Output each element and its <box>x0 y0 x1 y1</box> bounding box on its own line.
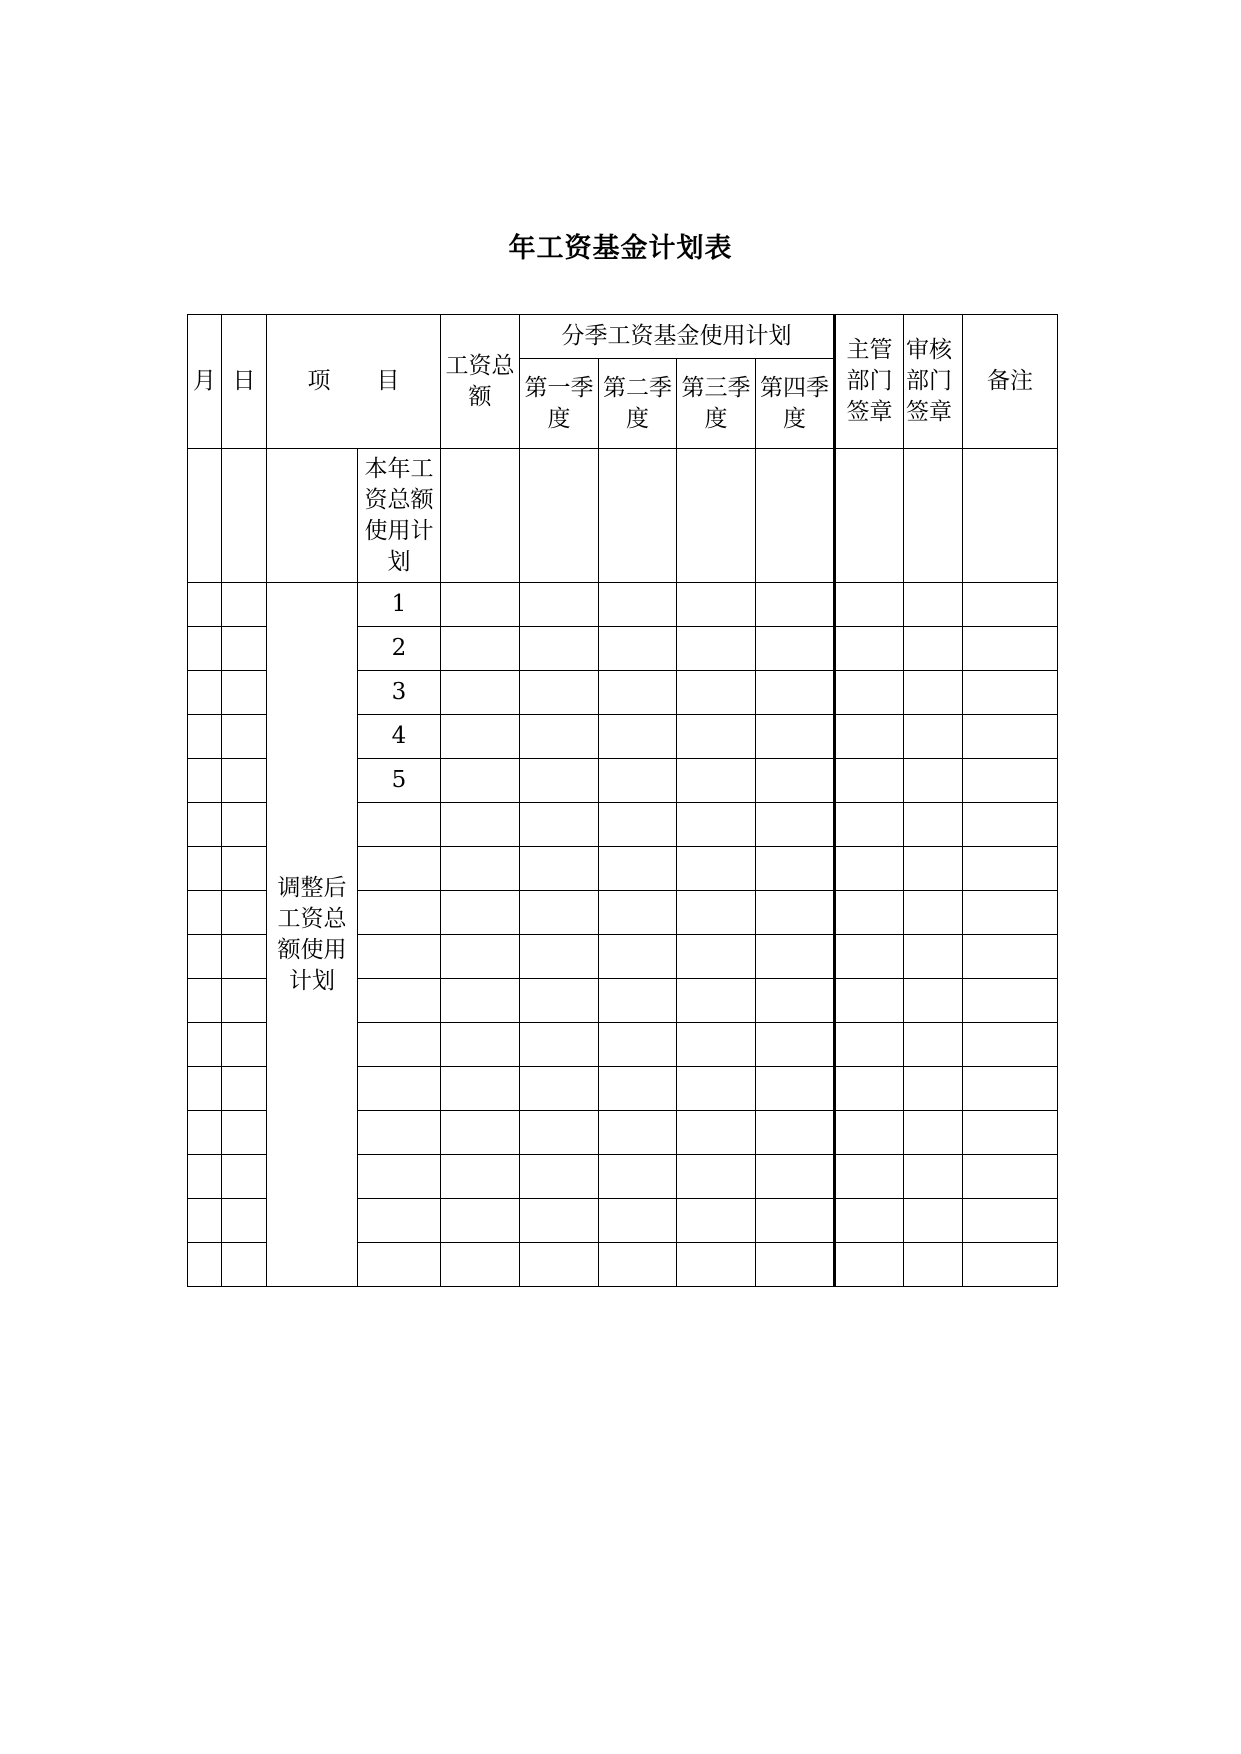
cell-day <box>222 803 267 847</box>
cell-month <box>188 1243 222 1287</box>
cell-q4 <box>756 1023 835 1067</box>
cell-q2 <box>599 583 677 627</box>
cell-remarks <box>963 847 1058 891</box>
cell-month <box>188 583 222 627</box>
annual-plan-label: 本年工资总额使用计划 <box>358 449 441 583</box>
cell-dept-seal <box>835 583 904 627</box>
cell-dept-seal <box>835 1067 904 1111</box>
cell-q2 <box>599 979 677 1023</box>
header-month: 月 <box>188 315 222 449</box>
cell-day <box>222 759 267 803</box>
cell-month <box>188 803 222 847</box>
cell-q4 <box>756 979 835 1023</box>
cell-month <box>188 1111 222 1155</box>
cell-q2 <box>599 1199 677 1243</box>
header-day: 日 <box>222 315 267 449</box>
row-number <box>358 1067 441 1111</box>
cell-remarks <box>963 803 1058 847</box>
header-total-wage: 工资总额 <box>441 315 520 449</box>
cell-remarks <box>963 1067 1058 1111</box>
header-dept-seal: 主管部门签章 <box>835 315 904 449</box>
cell-day <box>222 1023 267 1067</box>
cell-audit-seal <box>904 715 963 759</box>
cell-dept-seal <box>835 449 904 583</box>
cell-total-wage <box>441 1199 520 1243</box>
cell-dept-seal <box>835 935 904 979</box>
cell-q1 <box>520 671 599 715</box>
cell-dept-seal <box>835 1199 904 1243</box>
cell-remarks <box>963 1199 1058 1243</box>
cell-remarks <box>963 1243 1058 1287</box>
cell-q4 <box>756 1111 835 1155</box>
cell-q4 <box>756 1243 835 1287</box>
cell-q3 <box>677 671 756 715</box>
cell-q4 <box>756 1155 835 1199</box>
row-number <box>358 803 441 847</box>
cell-day <box>222 935 267 979</box>
cell-total-wage <box>441 671 520 715</box>
cell-q4 <box>756 847 835 891</box>
cell-audit-seal <box>904 1111 963 1155</box>
row-number <box>358 1111 441 1155</box>
cell-total-wage <box>441 1111 520 1155</box>
cell-month <box>188 891 222 935</box>
cell-audit-seal <box>904 1067 963 1111</box>
row-number <box>358 891 441 935</box>
cell-month <box>188 1199 222 1243</box>
cell-q1 <box>520 979 599 1023</box>
cell-dept-seal <box>835 803 904 847</box>
cell-audit-seal <box>904 583 963 627</box>
cell-day <box>222 1111 267 1155</box>
cell-total-wage <box>441 1067 520 1111</box>
cell-audit-seal <box>904 759 963 803</box>
cell-total-wage <box>441 979 520 1023</box>
page-title: 年工资基金计划表 <box>508 233 733 264</box>
cell-q1 <box>520 803 599 847</box>
cell-q3 <box>677 1023 756 1067</box>
cell-remarks <box>963 891 1058 935</box>
cell-month <box>188 449 222 583</box>
cell-q3 <box>677 1067 756 1111</box>
cell-day <box>222 671 267 715</box>
cell-q3 <box>677 759 756 803</box>
row-number <box>358 1243 441 1287</box>
cell-q1 <box>520 583 599 627</box>
cell-q1 <box>520 449 599 583</box>
cell-month <box>188 671 222 715</box>
cell-q1 <box>520 1067 599 1111</box>
cell-q3 <box>677 1111 756 1155</box>
cell-audit-seal <box>904 1199 963 1243</box>
row-number: 3 <box>358 671 441 715</box>
cell-q1 <box>520 847 599 891</box>
row-number: 4 <box>358 715 441 759</box>
cell-dept-seal <box>835 759 904 803</box>
cell-dept-seal <box>835 715 904 759</box>
cell-item-group <box>267 449 358 583</box>
row-number <box>358 1199 441 1243</box>
cell-q3 <box>677 935 756 979</box>
cell-audit-seal <box>904 847 963 891</box>
cell-q2 <box>599 1023 677 1067</box>
cell-dept-seal <box>835 627 904 671</box>
row-number <box>358 979 441 1023</box>
cell-q4 <box>756 583 835 627</box>
cell-month <box>188 935 222 979</box>
cell-q3 <box>677 449 756 583</box>
row-number <box>358 847 441 891</box>
header-q2: 第二季度 <box>599 359 677 449</box>
cell-audit-seal <box>904 803 963 847</box>
cell-q3 <box>677 715 756 759</box>
adjusted-plan-label: 调整后工资总额使用计划 <box>267 583 358 1287</box>
cell-day <box>222 1243 267 1287</box>
cell-audit-seal <box>904 671 963 715</box>
header-q4: 第四季度 <box>756 359 835 449</box>
cell-remarks <box>963 1155 1058 1199</box>
cell-day <box>222 715 267 759</box>
cell-month <box>188 627 222 671</box>
row-number: 5 <box>358 759 441 803</box>
row-number <box>358 1155 441 1199</box>
cell-q2 <box>599 759 677 803</box>
row-number <box>358 1023 441 1067</box>
row-number <box>358 935 441 979</box>
cell-q4 <box>756 803 835 847</box>
cell-dept-seal <box>835 847 904 891</box>
cell-day <box>222 449 267 583</box>
cell-q2 <box>599 1111 677 1155</box>
cell-q1 <box>520 1023 599 1067</box>
header-audit-seal: 审核部门签章 <box>904 315 963 449</box>
cell-dept-seal <box>835 1155 904 1199</box>
cell-remarks <box>963 979 1058 1023</box>
cell-q3 <box>677 891 756 935</box>
cell-q4 <box>756 1067 835 1111</box>
cell-day <box>222 1067 267 1111</box>
cell-q1 <box>520 715 599 759</box>
cell-total-wage <box>441 1023 520 1067</box>
cell-total-wage <box>441 449 520 583</box>
cell-dept-seal <box>835 1023 904 1067</box>
cell-q1 <box>520 759 599 803</box>
cell-month <box>188 715 222 759</box>
cell-total-wage <box>441 1155 520 1199</box>
cell-audit-seal <box>904 449 963 583</box>
cell-q3 <box>677 803 756 847</box>
cell-q2 <box>599 1155 677 1199</box>
cell-dept-seal <box>835 891 904 935</box>
cell-q4 <box>756 759 835 803</box>
cell-q4 <box>756 891 835 935</box>
cell-q3 <box>677 1199 756 1243</box>
cell-q4 <box>756 627 835 671</box>
cell-remarks <box>963 715 1058 759</box>
cell-audit-seal <box>904 1023 963 1067</box>
cell-q1 <box>520 1111 599 1155</box>
cell-q3 <box>677 1243 756 1287</box>
header-q3: 第三季度 <box>677 359 756 449</box>
cell-remarks <box>963 1111 1058 1155</box>
cell-q2 <box>599 1067 677 1111</box>
annual-plan-row <box>188 449 1058 583</box>
cell-month <box>188 847 222 891</box>
cell-q2 <box>599 935 677 979</box>
adjusted-plan-row <box>188 583 1058 627</box>
cell-total-wage <box>441 627 520 671</box>
cell-audit-seal <box>904 935 963 979</box>
cell-q4 <box>756 1199 835 1243</box>
header-quarterly-plan: 分季工资基金使用计划 <box>520 315 835 359</box>
cell-day <box>222 979 267 1023</box>
cell-q1 <box>520 1155 599 1199</box>
cell-total-wage <box>441 1243 520 1287</box>
cell-q1 <box>520 1199 599 1243</box>
cell-dept-seal <box>835 1111 904 1155</box>
cell-remarks <box>963 449 1058 583</box>
cell-audit-seal <box>904 627 963 671</box>
cell-remarks <box>963 1023 1058 1067</box>
cell-q2 <box>599 627 677 671</box>
cell-q1 <box>520 935 599 979</box>
cell-total-wage <box>441 759 520 803</box>
cell-q1 <box>520 627 599 671</box>
cell-audit-seal <box>904 1243 963 1287</box>
cell-month <box>188 979 222 1023</box>
cell-q2 <box>599 449 677 583</box>
row-number: 2 <box>358 627 441 671</box>
cell-remarks <box>963 935 1058 979</box>
cell-q4 <box>756 935 835 979</box>
header-remarks: 备注 <box>963 315 1058 449</box>
cell-month <box>188 1023 222 1067</box>
cell-q4 <box>756 671 835 715</box>
cell-audit-seal <box>904 979 963 1023</box>
cell-q2 <box>599 715 677 759</box>
cell-month <box>188 1067 222 1111</box>
cell-q4 <box>756 449 835 583</box>
cell-total-wage <box>441 583 520 627</box>
cell-q1 <box>520 891 599 935</box>
cell-month <box>188 759 222 803</box>
header-q1: 第一季度 <box>520 359 599 449</box>
cell-dept-seal <box>835 979 904 1023</box>
cell-q3 <box>677 627 756 671</box>
cell-remarks <box>963 759 1058 803</box>
cell-dept-seal <box>835 671 904 715</box>
cell-q2 <box>599 671 677 715</box>
cell-total-wage <box>441 891 520 935</box>
cell-remarks <box>963 627 1058 671</box>
cell-day <box>222 1155 267 1199</box>
cell-q3 <box>677 979 756 1023</box>
cell-month <box>188 1155 222 1199</box>
wage-fund-plan-table <box>187 314 1058 1287</box>
cell-q4 <box>756 715 835 759</box>
cell-q1 <box>520 1243 599 1287</box>
cell-day <box>222 627 267 671</box>
cell-total-wage <box>441 803 520 847</box>
cell-audit-seal <box>904 1155 963 1199</box>
cell-q3 <box>677 1155 756 1199</box>
cell-q2 <box>599 847 677 891</box>
cell-dept-seal <box>835 1243 904 1287</box>
cell-q2 <box>599 1243 677 1287</box>
row-number: 1 <box>358 583 441 627</box>
cell-day <box>222 583 267 627</box>
cell-total-wage <box>441 935 520 979</box>
cell-day <box>222 847 267 891</box>
cell-q3 <box>677 847 756 891</box>
cell-remarks <box>963 583 1058 627</box>
cell-day <box>222 1199 267 1243</box>
cell-q2 <box>599 803 677 847</box>
cell-total-wage <box>441 715 520 759</box>
cell-remarks <box>963 671 1058 715</box>
cell-day <box>222 891 267 935</box>
header-item: 项 目 <box>267 315 441 449</box>
cell-total-wage <box>441 847 520 891</box>
cell-q3 <box>677 583 756 627</box>
cell-audit-seal <box>904 891 963 935</box>
cell-q2 <box>599 891 677 935</box>
